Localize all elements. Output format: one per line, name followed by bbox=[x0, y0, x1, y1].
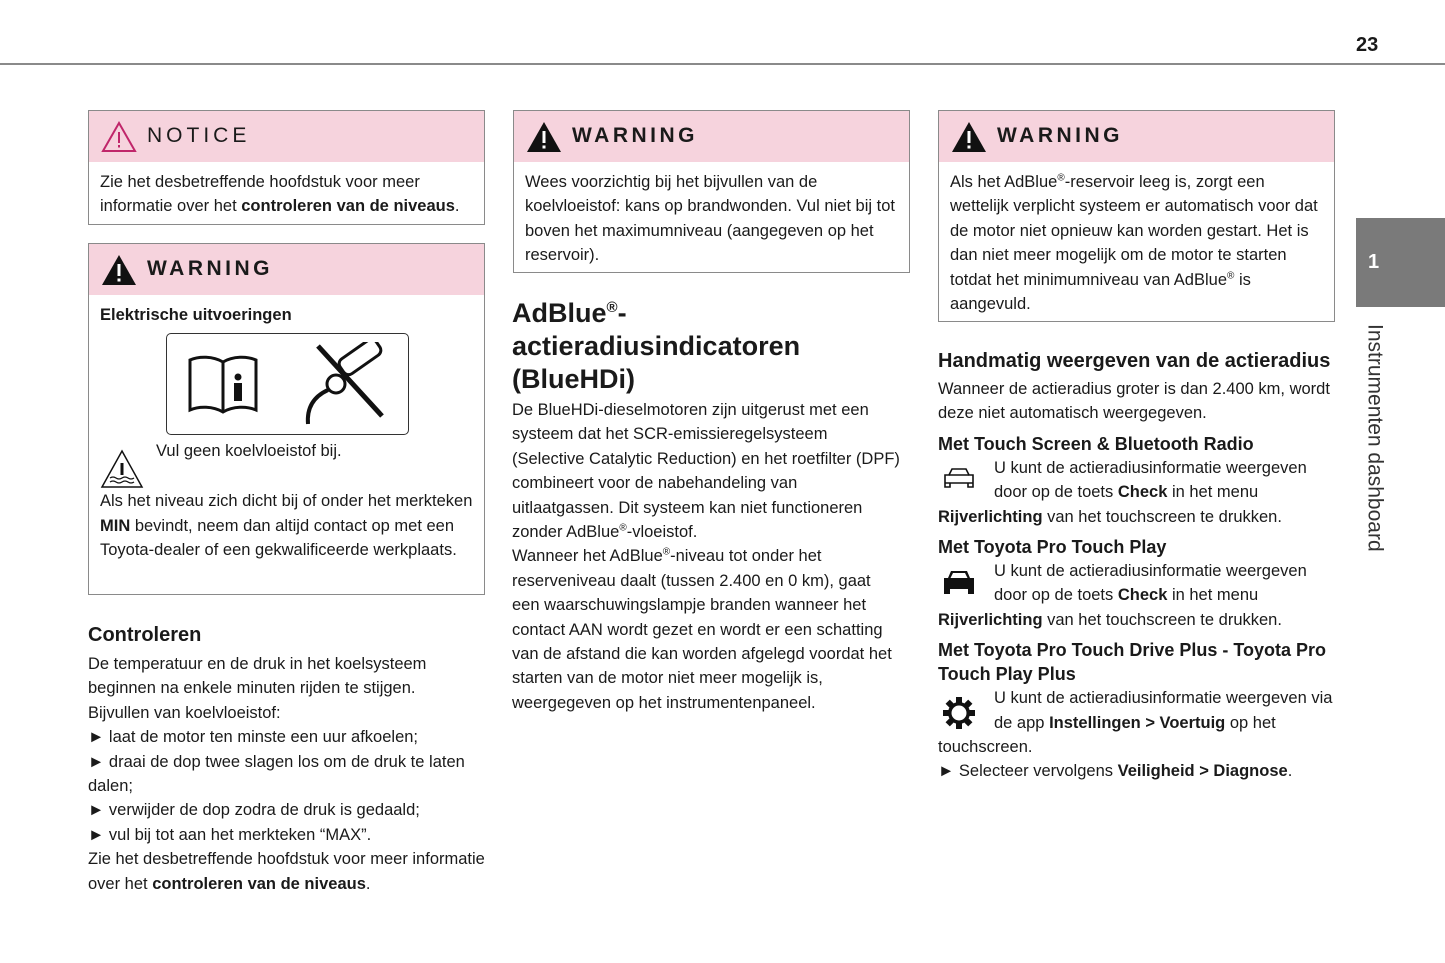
paragraph bbox=[512, 544, 902, 715]
warning-title: WARNING bbox=[997, 124, 1123, 148]
bullet-item: ► laat de motor ten minste een uur afkoelen; bbox=[88, 728, 419, 747]
bold-text: Check bbox=[1117, 483, 1168, 502]
notice-title: NOTICE bbox=[147, 124, 251, 148]
warning-icon bbox=[101, 253, 137, 287]
heading-part: AdBlue bbox=[512, 298, 607, 328]
text-run: touchscreen. bbox=[938, 738, 1033, 757]
instruction-text bbox=[994, 686, 1333, 735]
text-run: -reservoir leeg is, zorgt een wettelijk verplicht systeem er automatisch voor dat de motor niet opnieuw kan worden gestart. Het is dan niet meer mogelijk om de motor te starten totdat het minimumniveau van AdBlue bbox=[950, 173, 1318, 289]
bold-text: Instellingen > Voertuig bbox=[1049, 713, 1226, 732]
text-run: van het touchscreen te drukken. bbox=[1042, 610, 1282, 629]
paragraph bbox=[938, 377, 1333, 426]
instruction-text bbox=[994, 456, 1333, 505]
warning-body bbox=[89, 295, 484, 563]
text-run: -niveau tot onder het reserveniveau daalt (tussen 2.400 en 0 km), gaat een waarschuwingslampje branden wanneer het contact AAN wordt gezet en wordt er een schatting van de afstand die kan worden afgelegd voordat het starten van de motor niet meer mogelijk is, weergegeven op het instrumentenpaneel. bbox=[512, 547, 892, 712]
registered-mark: ® bbox=[662, 546, 671, 558]
subheading: Met Toyota Pro Touch Drive Plus - Toyota Pro Touch Play Plus bbox=[938, 640, 1327, 685]
page-number: 23 bbox=[1356, 34, 1379, 56]
car-outline-icon bbox=[943, 466, 975, 488]
car-filled-icon bbox=[942, 569, 976, 595]
bold-text: Check bbox=[1117, 586, 1168, 605]
subheading: Met Toyota Pro Touch Play bbox=[938, 537, 1167, 558]
coolant-temperature-warning-icon bbox=[100, 449, 144, 489]
bold-text: Rijverlichting bbox=[938, 507, 1043, 526]
text-run: Zie het desbetreffende hoofdstuk voor meer informatie over het bbox=[88, 850, 485, 893]
warning-subtitle: Elektrische uitvoeringen bbox=[100, 306, 292, 324]
adblue-heading bbox=[512, 297, 902, 396]
instruction-row bbox=[938, 686, 1333, 735]
controleren-section bbox=[88, 622, 488, 896]
subheading: Met Touch Screen & Bluetooth Radio bbox=[938, 433, 1254, 454]
header-rule bbox=[0, 63, 1445, 65]
text-run: Wanneer de actieradius groter is dan 2.400 km, wordt deze niet automatisch weergegeven. bbox=[938, 380, 1330, 423]
bold-text: Veiligheid > Diagnose bbox=[1117, 762, 1288, 781]
registered-mark: ® bbox=[619, 522, 627, 534]
registered-mark: ® bbox=[1227, 270, 1235, 282]
warning-box-coolant bbox=[513, 110, 910, 273]
section-heading: Controleren bbox=[88, 624, 202, 646]
paragraph bbox=[512, 398, 902, 544]
text-run: Als het niveau zich dicht bij of onder het merkteken bbox=[100, 492, 473, 511]
text-run: ► Selecteer vervolgens bbox=[938, 762, 1118, 781]
instruction-text bbox=[938, 735, 1333, 759]
adblue-section bbox=[512, 297, 902, 715]
notice-box bbox=[88, 110, 485, 225]
warning-text bbox=[514, 162, 909, 274]
coolant-row bbox=[100, 439, 473, 489]
warning-header bbox=[939, 111, 1334, 162]
warning-box-adblue bbox=[938, 110, 1335, 322]
text-run: is aangevuld. bbox=[950, 270, 1251, 314]
warning-icon bbox=[526, 120, 562, 154]
instruction-text bbox=[938, 608, 1333, 632]
warning-header bbox=[89, 244, 484, 295]
text-run: Zie het desbetreffende hoofdstuk voor meer informatie over het bbox=[100, 173, 420, 216]
manual-range-section bbox=[938, 348, 1333, 784]
text-run: De BlueHDi-dieselmotoren zijn uitgerust met een systeem dat het SCR-emissieregelsysteem (Selective Catalytic Reduction) en het roetfilter (DPF) combineert voor de nabehandeling van uitlaatgassen. Dit systeem kan niet functioneren zonder AdBlue bbox=[512, 401, 900, 542]
caution-outline-icon bbox=[101, 120, 137, 154]
bold-text: MIN bbox=[100, 516, 131, 535]
text-run: Wees voorzichtig bij het bijvullen van de koelvloeistof: kans op brandwonden. Vul niet bij tot boven het maximumniveau (aangegeven op het reservoir). bbox=[525, 173, 895, 265]
text-run: U kunt de actieradiusinformatie weergeven door op de toets bbox=[994, 562, 1307, 605]
warning-icon bbox=[951, 120, 987, 154]
warning-header bbox=[514, 111, 909, 162]
text-run: Wanneer het AdBlue bbox=[512, 547, 663, 566]
paragraph bbox=[88, 847, 488, 896]
heading-part: -actieradiusindicatoren (BlueHDi) bbox=[512, 298, 801, 394]
instruction-text bbox=[994, 559, 1333, 608]
text-run: Bijvullen van koelvloeistof: bbox=[88, 703, 281, 722]
paragraph bbox=[88, 652, 488, 701]
bullet-item: ► draai de dop twee slagen los om de druk te laten dalen; bbox=[88, 752, 465, 796]
text-run: in het menu bbox=[1167, 483, 1259, 502]
text-run: De temperatuur en de druk in het koelsysteem beginnen na enkele minuten rijden te stijgen. bbox=[88, 655, 427, 698]
warning-text bbox=[939, 162, 1334, 322]
chapter-tab[interactable]: 1 bbox=[1356, 218, 1445, 307]
no-charger-plug-icon bbox=[298, 342, 388, 426]
text-run: in het menu bbox=[1167, 586, 1259, 605]
chapter-label: Instrumenten dashboard bbox=[1363, 324, 1387, 552]
bold-text: Rijverlichting bbox=[938, 610, 1043, 629]
section-heading: Handmatig weergeven van de actieradius bbox=[938, 350, 1331, 372]
text-run: van het touchscreen te drukken. bbox=[1042, 507, 1282, 526]
bullet-item: ► vul bij tot aan het merkteken “MAX”. bbox=[88, 825, 372, 844]
no-coolant-text: Vul geen koelvloeistof bij. bbox=[156, 442, 342, 461]
text-run: . bbox=[454, 197, 460, 216]
instruction-row bbox=[938, 559, 1333, 608]
registered-mark: ® bbox=[1057, 172, 1065, 184]
paragraph bbox=[88, 701, 488, 725]
text-run: . bbox=[365, 874, 371, 893]
registered-mark: ® bbox=[606, 299, 618, 316]
gear-icon bbox=[942, 696, 976, 730]
bold-text: controleren van de niveaus bbox=[152, 874, 366, 893]
warning-title: WARNING bbox=[147, 257, 273, 281]
warning-box-electric bbox=[88, 243, 485, 595]
warning-text bbox=[100, 489, 473, 562]
bullet-item: ► verwijder de dop zodra de druk is gedaald; bbox=[88, 801, 420, 820]
notice-text bbox=[89, 162, 484, 225]
text-run: bevindt, neem dan altijd contact op met een Toyota-dealer of een gekwalificeerde werkplaats. bbox=[100, 516, 457, 560]
text-run: U kunt de actieradiusinformatie weergeven door op de toets bbox=[994, 458, 1307, 502]
text-run: Als het AdBlue bbox=[950, 173, 1058, 191]
instruction-text bbox=[938, 505, 1333, 529]
instruction-row bbox=[938, 456, 1333, 505]
text-run: -vloeistof. bbox=[626, 523, 698, 542]
bold-text: controleren van de niveaus bbox=[241, 197, 455, 216]
notice-header bbox=[89, 111, 484, 162]
manual-info-icon bbox=[187, 354, 259, 414]
pictogram-box bbox=[166, 333, 409, 435]
text-run: op het bbox=[1225, 713, 1276, 732]
bullet-item bbox=[938, 759, 1333, 783]
warning-title: WARNING bbox=[572, 124, 698, 148]
text-run: U kunt de actieradiusinformatie weergeven via de app bbox=[994, 689, 1333, 732]
text-run: . bbox=[1287, 762, 1293, 781]
